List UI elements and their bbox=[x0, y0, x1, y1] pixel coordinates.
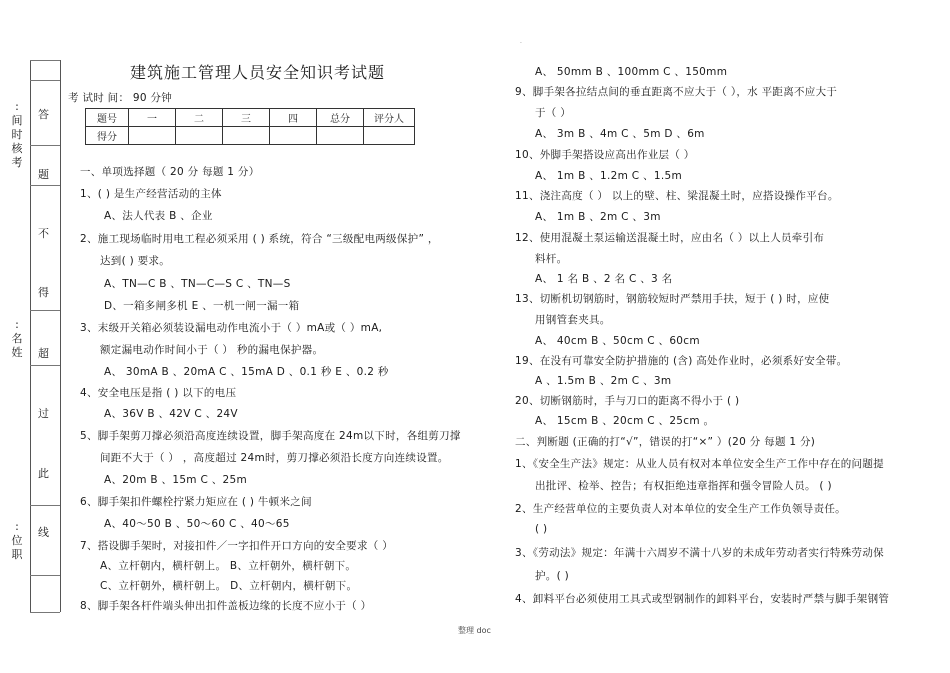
question-line: 13、切断机切钢筋时，钢筋较短时严禁用手扶，短于 ( ) 时，应使 bbox=[515, 293, 830, 305]
score-cell[interactable] bbox=[129, 127, 176, 145]
binding-rule bbox=[30, 365, 60, 366]
question-line: 3、《劳动法》规定：年满十六周岁不满十八岁的未成年劳动者实行特殊劳动保 bbox=[515, 547, 884, 559]
question-line: 4、安全电压是指 ( ) 以下的电压 bbox=[80, 387, 237, 399]
section-heading: 一、单项选择题（ 20 分 每题 1 分） bbox=[80, 166, 260, 178]
page-title: 建筑施工管理人员安全知识考试题 bbox=[130, 63, 386, 82]
option-line: A、36V B 、42V C 、24V bbox=[104, 408, 238, 420]
question-line: 8、脚手架各杆件端头伸出扣件盖板边缘的长度不应小于（ ） bbox=[80, 600, 372, 612]
score-cell: 三 bbox=[223, 109, 270, 127]
page-footer: 整理 doc bbox=[458, 626, 491, 635]
option-line: C、立杆朝外，横杆朝上。 D、立杆朝内，横杆朝下。 bbox=[100, 580, 358, 592]
score-cell: 评分人 bbox=[364, 109, 415, 127]
question-line: 9、脚手架各拉结点间的垂直距离不应大于（ ），水 平距离不应大于 bbox=[515, 86, 838, 98]
binding-rule bbox=[30, 505, 60, 506]
score-table bbox=[85, 108, 415, 145]
option-line: A、40～50 B 、50～60 C 、40～65 bbox=[104, 518, 290, 530]
score-cell[interactable] bbox=[317, 127, 364, 145]
question-line: 7、搭设脚手架时，对接扣件／一字扣件开口方向的安全要求（ ） bbox=[80, 540, 394, 552]
question-line: 3、末级开关箱必须装设漏电动作电流小于（ ）mA或（ ）mA, bbox=[80, 322, 383, 334]
question-line: 20、切断钢筋时，手与刀口的距离不得小于 ( ) bbox=[515, 395, 740, 407]
binding-char: 过 bbox=[38, 407, 49, 420]
question-line: 1、《安全生产法》规定：从业人员有权对本单位安全生产工作中存在的问题提 bbox=[515, 458, 884, 470]
binding-rule bbox=[30, 575, 60, 576]
question-line: 额定漏电动作时间小于（ ） 秒的漏电保护器。 bbox=[100, 344, 324, 356]
binding-char: 不 bbox=[38, 227, 49, 240]
question-line: 10、外脚手架搭设应高出作业层（ ） bbox=[515, 149, 695, 161]
binding-char: 答 bbox=[38, 108, 49, 121]
score-cell: 二 bbox=[176, 109, 223, 127]
section-heading: 二、判断题 (正确的打“√”，错误的打“×” ）(20 分 每题 1 分) bbox=[515, 436, 816, 448]
corner-mark: . bbox=[520, 38, 522, 45]
binding-char: 此 bbox=[38, 467, 49, 480]
question-line: 护。( ) bbox=[535, 570, 570, 582]
binding-line-inner bbox=[60, 60, 61, 612]
question-line: 于（ ） bbox=[535, 107, 572, 119]
question-line: 达到( ) 要求。 bbox=[100, 255, 171, 267]
option-line: A、 30mA B 、20mA C 、15mA D 、0.1 秒 E 、0.2 秒 bbox=[104, 366, 389, 378]
question-line: 2、施工现场临时用电工程必须采用 ( ) 系统，符合 “三级配电两级保护” ， bbox=[80, 233, 439, 245]
question-line: 用钢管套夹具。 bbox=[535, 314, 611, 326]
question-line: ( ) bbox=[535, 523, 548, 535]
score-cell: 四 bbox=[270, 109, 317, 127]
question-line: 1、( ) 是生产经营活动的主体 bbox=[80, 188, 222, 200]
score-cell: 题号 bbox=[86, 109, 129, 127]
question-line: 12、使用混凝土泵运输送混凝土时，应由名（ ）以上人员牵引布 bbox=[515, 232, 825, 244]
binding-rule bbox=[30, 310, 60, 311]
score-table-score-row bbox=[86, 127, 415, 145]
option-line: A、 3m B 、4m C 、5m D 、6m bbox=[535, 128, 705, 140]
option-line: A、 1 名 B 、2 名 C 、3 名 bbox=[535, 273, 673, 285]
question-line: 5、脚手架剪刀撑必须沿高度连续设置，脚手架高度在 24m以下时，各组剪刀撑 bbox=[80, 430, 461, 442]
option-line: A 、1.5m B 、2m C 、3m bbox=[535, 375, 672, 387]
binding-char: 超 bbox=[38, 347, 49, 360]
binding-label-exam-time: :间时核考 bbox=[11, 100, 23, 169]
question-line: 出批评、检举、控告；有权拒绝违章指挥和强令冒险人员。 ( ) bbox=[535, 480, 832, 492]
score-cell[interactable] bbox=[223, 127, 270, 145]
binding-rule bbox=[30, 60, 60, 61]
binding-rule bbox=[30, 80, 60, 81]
question-line: 4、卸料平台必须使用工具式或型钢制作的卸料平台，安装时严禁与脚手架钢管 bbox=[515, 593, 890, 605]
option-line: A、 1m B 、1.2m C 、1.5m bbox=[535, 170, 682, 182]
question-line: 6、脚手架扣件螺栓拧紧力矩应在 ( ) 牛顿米之间 bbox=[80, 496, 312, 508]
question-line: 间距不大于（ ） ，高度超过 24m时，剪刀撑必须沿长度方向连续设置。 bbox=[100, 452, 449, 464]
option-line: A、 15cm B 、20cm C 、25cm 。 bbox=[535, 415, 715, 427]
score-table-header-row bbox=[86, 109, 415, 127]
option-line: A、 40cm B 、50cm C 、60cm bbox=[535, 335, 700, 347]
question-line: 19、在没有可靠安全防护措施的 (含) 高处作业时，必须系好安全带。 bbox=[515, 355, 848, 367]
binding-char: 题 bbox=[38, 168, 49, 181]
score-cell[interactable] bbox=[364, 127, 415, 145]
option-line: A、 1m B 、2m C 、3m bbox=[535, 211, 661, 223]
option-line: D、一箱多闸多机 E 、一机一闸一漏一箱 bbox=[104, 300, 300, 312]
score-cell: 一 bbox=[129, 109, 176, 127]
binding-label-position: :位职 bbox=[11, 520, 23, 561]
option-line: A、法人代表 B 、企业 bbox=[104, 210, 213, 222]
binding-rule bbox=[30, 612, 60, 613]
question-line: 11、浇注高度（ ） 以上的壁、柱、梁混凝土时，应搭设操作平台。 bbox=[515, 190, 839, 202]
option-line: A、20m B 、15m C 、25m bbox=[104, 474, 248, 486]
question-line: 料杆。 bbox=[535, 253, 568, 265]
score-cell[interactable] bbox=[270, 127, 317, 145]
option-line: A、立杆朝内，横杆朝上。 B、立杆朝外，横杆朝下。 bbox=[100, 560, 357, 572]
binding-rule bbox=[30, 145, 60, 146]
score-cell[interactable] bbox=[176, 127, 223, 145]
score-cell: 总分 bbox=[317, 109, 364, 127]
exam-time: 考 试时 间： 90 分钟 bbox=[68, 92, 173, 104]
binding-char: 线 bbox=[38, 526, 49, 539]
binding-rule bbox=[30, 185, 60, 186]
binding-line-outer bbox=[30, 60, 31, 612]
question-line: 2、生产经营单位的主要负责人对本单位的安全生产工作负领导责任。 bbox=[515, 503, 846, 515]
option-line: A、TN—C B 、TN—C—S C 、TN—S bbox=[104, 278, 291, 290]
binding-label-name: :名姓 bbox=[11, 318, 23, 359]
binding-char: 得 bbox=[38, 286, 49, 299]
option-line: A、 50mm B 、100mm C 、150mm bbox=[535, 66, 728, 78]
score-cell: 得分 bbox=[86, 127, 129, 145]
